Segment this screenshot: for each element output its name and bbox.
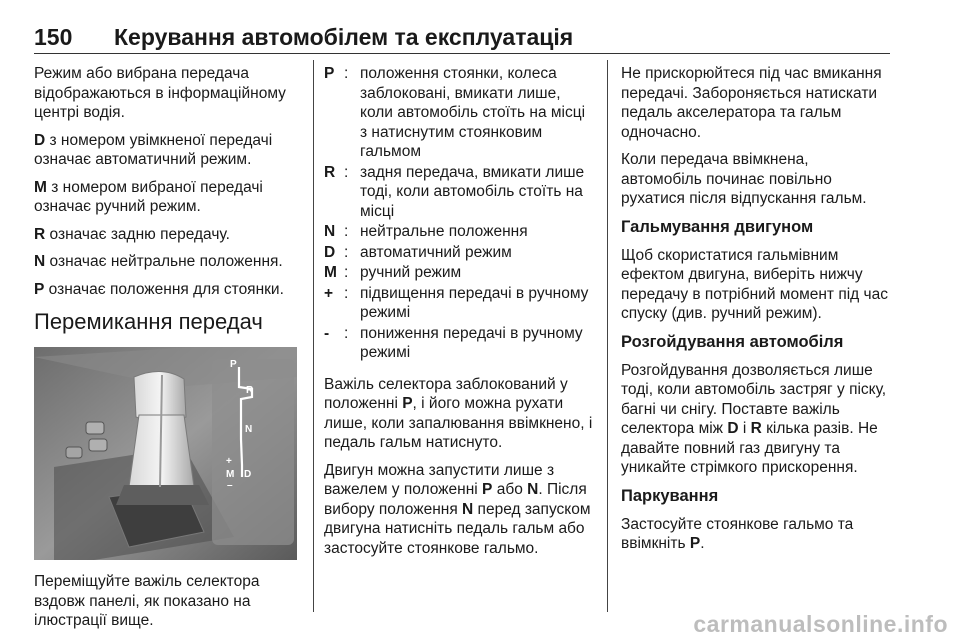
illustration-caption: Переміщуйте важіль селектора вздовж панелі, як показано на ілюстрації вище. — [34, 573, 260, 629]
definition-row: M : ручний режим — [324, 264, 462, 281]
gate-label-d: D — [244, 469, 252, 480]
section-heading: Розгойдування автомобіля — [621, 332, 844, 351]
page-title: Керування автомобілем та експлуатація — [114, 24, 574, 50]
gate-label-n: N — [245, 424, 253, 435]
engine-start-paragraph: Двигун можна запустити лише з важелем у положенні P або N. Після вибору положення N перед запуском двигуна натисніть педаль гальм або застосуйте стоянкове гальмо. — [324, 461, 591, 557]
creep-paragraph: Коли передача ввімкнена, автомобіль починає повільно рухатися після відпускання гальм. — [621, 151, 867, 207]
gate-label-plus: + — [226, 456, 232, 467]
definition-row: R : задня передача, вмикати лише тоді, коли автомобіль стоїть на місці — [324, 163, 585, 220]
page-number: 150 — [34, 24, 73, 50]
definition-row: + : підвищення передачі в ручному режимі — [324, 284, 589, 321]
gear-selector-illustration — [34, 347, 297, 560]
section-heading: Гальмування двигуном — [621, 217, 814, 236]
acceleration-paragraph: Не прискорюйтеся під час вмикання передачі. Забороняється натискати педаль акселератора та гальм одночасно. — [621, 65, 882, 141]
mode-note: P означає положення для стоянки. — [34, 280, 284, 298]
section-heading: Паркування — [621, 486, 719, 505]
section-heading: Перемикання передач — [34, 309, 263, 334]
column-3 — [621, 64, 893, 562]
gate-label-minus: – — [227, 480, 233, 491]
gate-label-r: R — [246, 385, 254, 396]
engine-braking-paragraph: Щоб скористатися гальмівним ефектом двигуна, виберіть нижчу передачу в потрібний момент під час спуску (див. ручний режим). — [621, 246, 888, 322]
gate-label-p: P — [230, 359, 237, 370]
mode-note: M з номером вибраної передачі означає ручний режим. — [34, 178, 263, 215]
rocking-paragraph: Розгойдування дозволяється лише тоді, коли автомобіль застряг у піску, багні чи снігу. Поставте важіль селектора між D і R кілька разів. Не давайте повний газ двигуну та уникайте стрімкого прискорення. — [621, 361, 887, 476]
intro-paragraph: Режим або вибрана передача відображаються в інформаційному центрі водія. — [34, 65, 286, 121]
gate-label-m: M — [226, 469, 235, 480]
page-header — [34, 24, 924, 54]
definition-row: N : нейтральне положення — [324, 223, 528, 240]
column-divider — [607, 60, 608, 612]
definition-row: D : автоматичний режим — [324, 243, 512, 261]
definition-row: - : пониження передачі в ручному режимі — [324, 324, 583, 361]
mode-note: R означає задню передачу. — [34, 225, 230, 243]
parking-paragraph: Застосуйте стоянкове гальмо та ввімкніть P. — [621, 515, 854, 552]
column-1 — [34, 64, 302, 639]
column-2 — [324, 64, 596, 566]
watermark: carmanualsonline.info — [693, 611, 948, 637]
column-divider — [313, 60, 314, 612]
definition-row: P : положення стоянки, колеса заблоковані, вмикати лише, коли автомобіль стоїть на місці з натиснутим стоянковим гальмом — [324, 65, 586, 160]
mode-note: N означає нейтральне положення. — [34, 253, 283, 270]
selector-lock-paragraph: Важіль селектора заблокований у положенні P, і його можна рухати лише, коли запалювання ввімкнено, і педаль гальм натиснуто. — [324, 375, 593, 451]
mode-note: D з номером увімкненої передачі означає автоматичний режим. — [34, 131, 273, 168]
header-rule — [34, 53, 890, 54]
